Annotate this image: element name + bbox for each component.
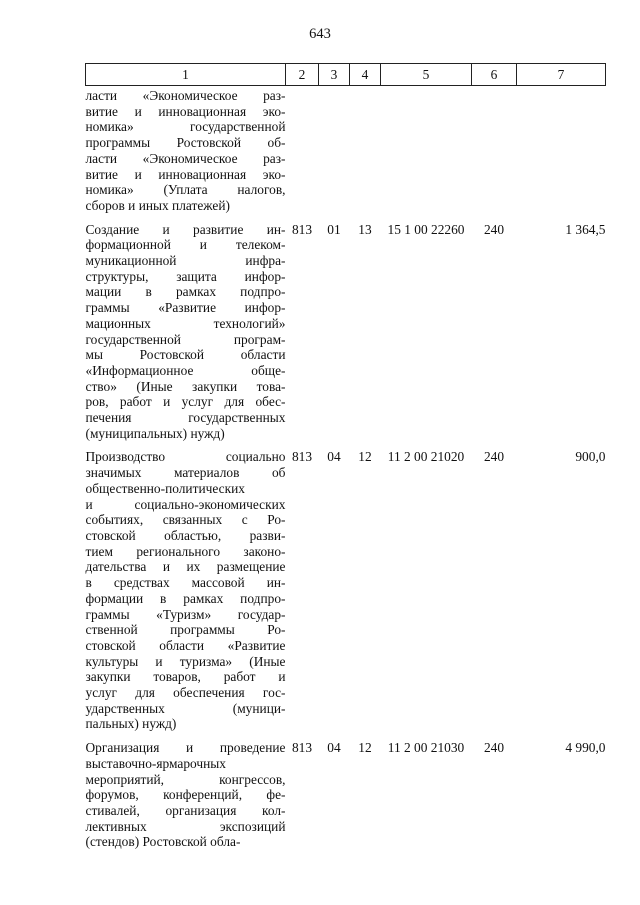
table-row xyxy=(86,220,606,442)
description-line: культуры и туризма» (Иные xyxy=(85,653,286,669)
description-line: ласти «Экономическое раз- xyxy=(85,150,286,166)
description-line: ров, работ и услуг для обес- xyxy=(85,394,286,410)
row-description xyxy=(86,220,286,442)
description-line: Производство социально xyxy=(85,449,286,465)
description-line: и социально-экономических xyxy=(85,496,286,512)
row-description xyxy=(86,738,286,850)
expense-type-cell: 240 xyxy=(483,449,505,465)
table-row xyxy=(86,86,606,214)
description-line: ласти «Экономическое раз- xyxy=(85,88,286,103)
amount-cell xyxy=(517,86,606,214)
description-line: номика» (Уплата налогов, xyxy=(85,182,286,198)
description-line: тием регионального законо- xyxy=(85,543,286,559)
description-line: граммы «Развитие инфор- xyxy=(85,300,286,316)
description-line: стовской областью, разви- xyxy=(85,527,286,543)
table-header-row xyxy=(86,64,606,86)
ministry-code-cell xyxy=(286,86,319,214)
description-line: государственной програм- xyxy=(85,331,286,347)
description-line: муникационной инфра- xyxy=(85,253,286,269)
description-line: витие и инновационная эко- xyxy=(85,166,286,182)
column-header: 4 xyxy=(350,64,381,86)
expense-type-cell: 240 xyxy=(483,221,505,237)
column-header: 6 xyxy=(472,64,517,86)
expense-type-cell xyxy=(472,86,517,214)
target-article-cell: 15 1 00 22260 xyxy=(387,221,465,237)
description-line: выставочно-ярмарочных xyxy=(85,755,226,771)
description-line: мероприятий, конгрессов, xyxy=(85,771,286,787)
column-header: 1 xyxy=(86,64,286,86)
ministry-code-cell: 813 xyxy=(291,221,313,237)
description-line: мации в рамках подпро- xyxy=(85,284,286,300)
target-article-cell: 11 2 00 21030 xyxy=(387,740,465,756)
column-header: 7 xyxy=(517,64,606,86)
description-line: пальных) нужд) xyxy=(85,716,177,732)
row-description xyxy=(86,86,286,214)
column-header: 5 xyxy=(381,64,472,86)
target-article-cell xyxy=(381,86,472,214)
subsection-code-cell: 13 xyxy=(358,221,372,237)
row-description xyxy=(86,447,286,732)
description-line: витие и инновационная эко- xyxy=(85,103,286,119)
description-line: программы Ростовской об- xyxy=(85,135,286,151)
description-line: событиях, связанных с Ро- xyxy=(85,512,286,528)
description-line: мационных технологий» xyxy=(85,315,286,331)
expense-type-cell: 240 xyxy=(483,740,505,756)
description-line: структуры, защита инфор- xyxy=(85,268,286,284)
amount-cell: 900,0 xyxy=(575,449,606,465)
description-line: формационной и телеком- xyxy=(85,237,286,253)
section-code-cell xyxy=(319,86,350,214)
description-line: номика» государственной xyxy=(85,119,286,135)
subsection-code-cell xyxy=(350,86,381,214)
description-line: стовской области «Развитие xyxy=(85,637,286,653)
budget-table xyxy=(85,63,606,850)
section-code-cell: 04 xyxy=(327,740,341,756)
description-line: в средствах массовой ин- xyxy=(85,575,286,591)
description-line: формации в рамках подпро- xyxy=(85,590,286,606)
description-line: услуг для обеспечения гос- xyxy=(85,685,286,701)
section-code-cell: 04 xyxy=(327,449,341,465)
table-body xyxy=(86,86,606,851)
description-line: стивалей, организация кол- xyxy=(85,802,286,818)
ministry-code-cell: 813 xyxy=(291,740,313,756)
column-header: 2 xyxy=(286,64,319,86)
description-line: печения государственных xyxy=(85,410,286,426)
description-line: закупки товаров, работ и xyxy=(85,669,286,685)
table-row xyxy=(86,738,606,850)
description-line: ударственных (муници- xyxy=(85,700,286,716)
description-line: общественно-политических xyxy=(85,480,245,496)
ministry-code-cell: 813 xyxy=(291,449,313,465)
description-line: форумов, конференций, фе- xyxy=(85,787,286,803)
description-line: сборов и иных платежей) xyxy=(85,197,230,213)
subsection-code-cell: 12 xyxy=(358,449,372,465)
amount-cell: 1 364,5 xyxy=(565,221,606,237)
description-line: (муниципальных) нужд) xyxy=(85,425,225,441)
description-line: дательства и их размещение xyxy=(85,559,286,575)
description-line: ство» (Иные закупки това- xyxy=(85,378,286,394)
description-line: граммы «Туризм» государ- xyxy=(85,606,286,622)
description-line: значимых материалов об xyxy=(85,465,286,481)
table-row xyxy=(86,447,606,732)
description-line: Создание и развитие ин- xyxy=(85,221,286,237)
description-line: мы Ростовской области xyxy=(85,347,286,363)
description-line: «Информационное обще- xyxy=(85,362,286,378)
description-line: (стендов) Ростовской обла- xyxy=(85,834,241,850)
description-line: ственной программы Ро- xyxy=(85,622,286,638)
section-code-cell: 01 xyxy=(327,221,341,237)
description-line: лективных экспозиций xyxy=(85,818,286,834)
column-header: 3 xyxy=(319,64,350,86)
amount-cell: 4 990,0 xyxy=(565,740,606,756)
description-line: Организация и проведение xyxy=(85,740,286,756)
target-article-cell: 11 2 00 21020 xyxy=(387,449,465,465)
subsection-code-cell: 12 xyxy=(358,740,372,756)
page-number: 643 xyxy=(309,26,331,42)
